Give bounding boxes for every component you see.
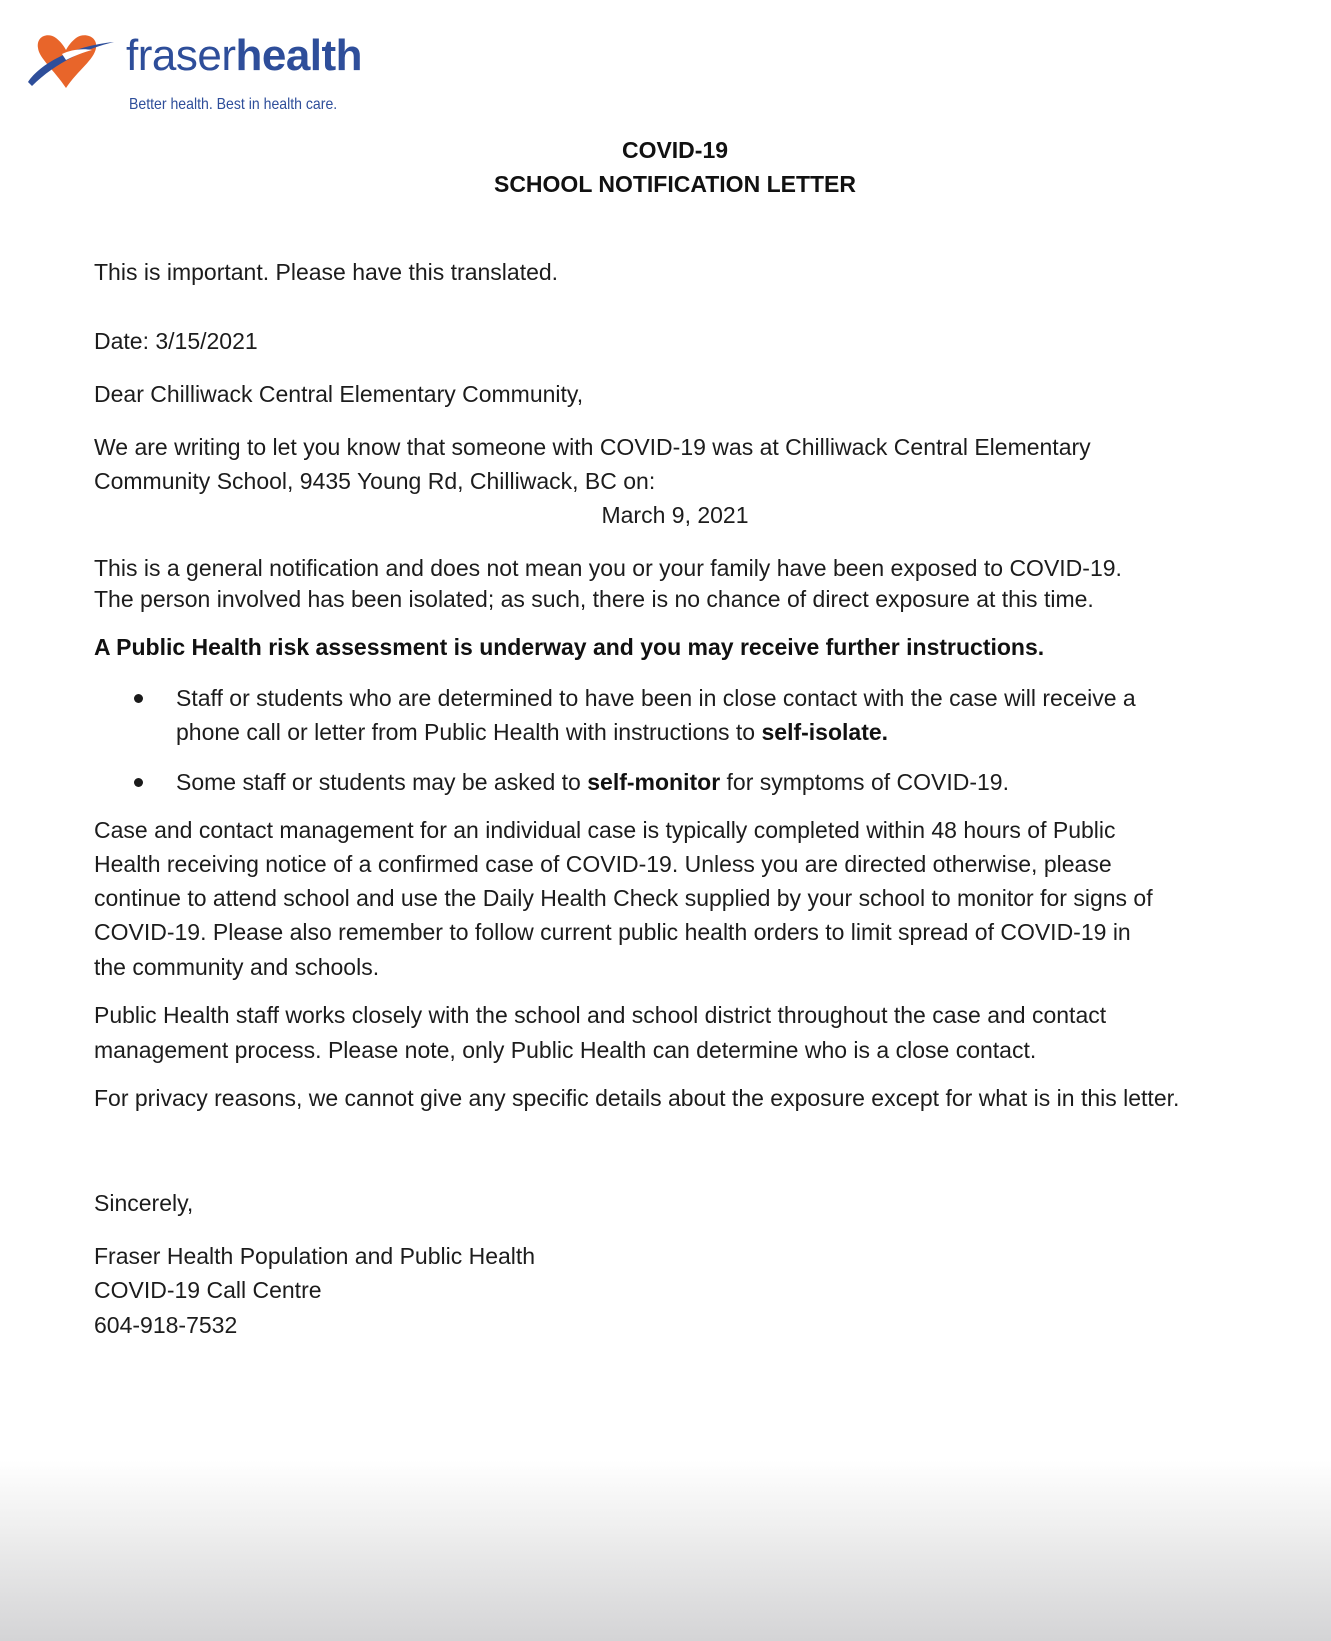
signature-line-2: COVID-19 Call Centre	[94, 1277, 322, 1303]
bullet-2	[176, 765, 1009, 799]
bullet-1-line-1: Staff or students who are determined to have been in close contact with the case will receive a	[176, 685, 1136, 711]
heart-swoosh-logo-icon	[26, 30, 120, 98]
bullet-1-bold: self-isolate.	[761, 719, 889, 745]
logo-wordmark	[126, 31, 363, 80]
bullet-2-prefix: Some staff or students may be asked to	[176, 769, 588, 795]
privacy-statement: For privacy reasons, we cannot give any specific details about the exposure except for what is in this letter.	[94, 1085, 1180, 1111]
logo-word-bold: health	[235, 31, 363, 80]
letter-date: Date: 3/15/2021	[94, 328, 258, 354]
assessment-statement: A Public Health risk assessment is underway and you may receive further instructions.	[94, 634, 1045, 660]
bullet-1-text: phone call or letter from Public Health with instructions to	[176, 719, 762, 745]
staff-line-2: management process. Please note, only Public Health can determine who is a close contact.	[94, 1037, 1037, 1063]
intro-line-1: We are writing to let you know that someone with COVID-19 was at Chilliwack Central Elementary	[94, 434, 1091, 460]
bullet-2-bold: self-monitor	[587, 769, 721, 795]
management-line-2: Health receiving notice of a confirmed case of COVID-19. Unless you are directed otherwise, please	[94, 851, 1112, 877]
bullet-icon	[134, 778, 143, 787]
closing: Sincerely,	[94, 1190, 194, 1216]
management-line-4: COVID-19. Please also remember to follow current public health orders to limit spread of COVID-19 in	[94, 919, 1131, 945]
title-line-2: SCHOOL NOTIFICATION LETTER	[493, 171, 857, 197]
bullet-icon	[134, 694, 143, 703]
management-line-5: the community and schools.	[94, 954, 380, 980]
management-line-3: continue to attend school and use the Daily Health Check supplied by your school to monitor for signs of	[94, 885, 1153, 911]
bullet-1-line-2	[176, 715, 888, 749]
general-line-1: This is a general notification and does not mean you or your family have been exposed to COVID-19.	[94, 555, 1122, 581]
salutation: Dear Chilliwack Central Elementary Community,	[94, 381, 584, 407]
fraser-health-logo	[26, 28, 363, 120]
general-line-2: The person involved has been isolated; as such, there is no chance of direct exposure at this time.	[94, 586, 1094, 612]
signature-line-1: Fraser Health Population and Public Health	[94, 1243, 536, 1269]
management-line-1: Case and contact management for an individual case is typically completed within 48 hours of Public	[94, 817, 1116, 843]
intro-line-2: Community School, 9435 Young Rd, Chilliwack, BC on:	[94, 468, 656, 494]
signature-phone: 604-918-7532	[94, 1312, 238, 1338]
logo-word-light: fraser	[126, 31, 236, 80]
title-line-1: COVID-19	[621, 137, 729, 163]
exposure-date: March 9, 2021	[601, 502, 749, 528]
staff-line-1: Public Health staff works closely with the school and school district throughout the case and contact	[94, 1002, 1107, 1028]
bullet-2-suffix: for symptoms of COVID-19.	[720, 769, 1009, 795]
translation-notice: This is important. Please have this translated.	[94, 259, 559, 285]
logo-tagline: Better health. Best in health care.	[129, 96, 338, 113]
